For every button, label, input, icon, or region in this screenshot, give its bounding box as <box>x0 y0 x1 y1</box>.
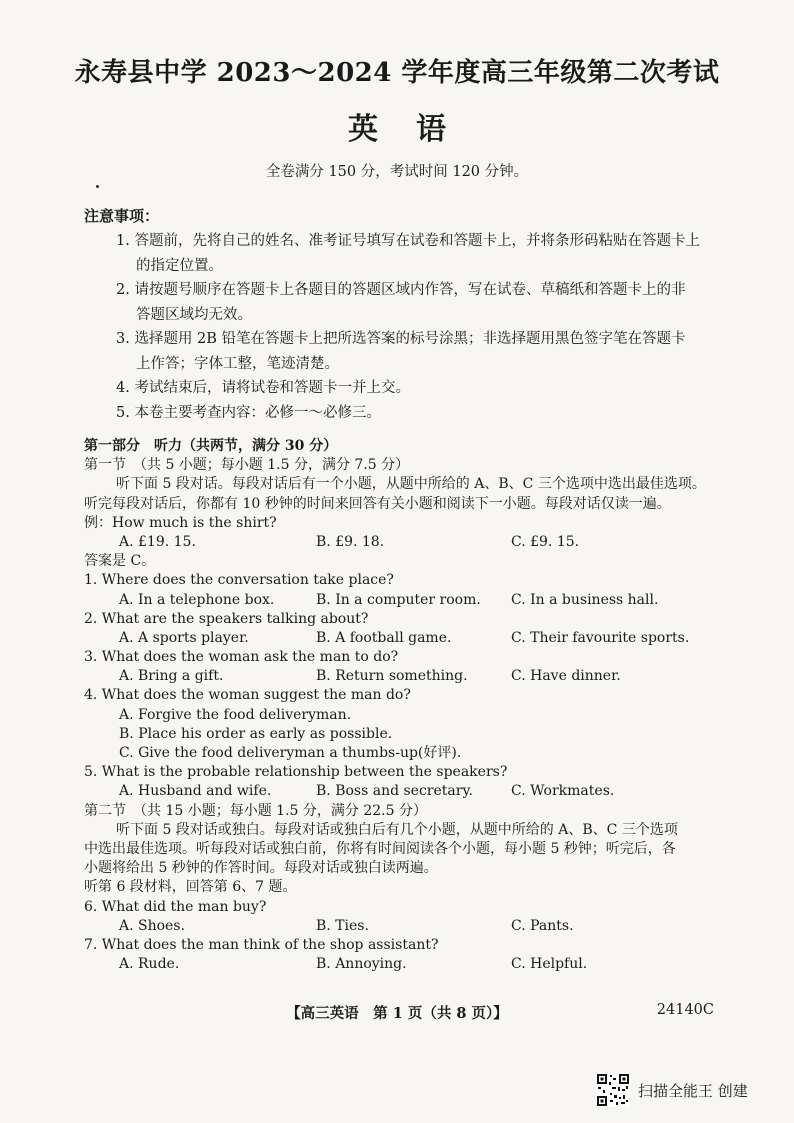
option-c: C. Their favourite sports. <box>511 629 690 646</box>
scanner-watermark <box>596 1073 748 1107</box>
notice-item <box>116 401 736 426</box>
notice-item <box>116 278 736 327</box>
question-options <box>84 782 724 801</box>
option-a: A. £19. 15. <box>119 533 196 550</box>
option-b: B. Annoying. <box>316 956 407 973</box>
notice-line: 1. 答题前，先将自己的姓名、准考证号填写在试卷和答题卡上，并将条形码粘贴在答题卡上 <box>116 233 700 249</box>
question-stem: 4. What does the woman suggest the man do? <box>84 687 411 704</box>
notice-line-cont: 上作答；字体工整，笔迹清楚。 <box>136 355 339 372</box>
option-a: A. A sports player. <box>119 629 249 646</box>
notice-item <box>116 229 736 278</box>
option-c: C. Give the food deliveryman a thumbs-up(好评). <box>119 745 462 761</box>
option-b: B. Boss and secretary. <box>316 783 473 800</box>
notice-item <box>116 327 736 376</box>
section2-instruction: 听下面 5 段对话或独白。每段对话或独白后有几个小题，从题中所给的 A、B、C 三个选项 <box>116 821 678 838</box>
section2-instruction: 小题将给出 5 秒钟的作答时间。每段对话或独白读两遍。 <box>84 860 438 877</box>
option-a: A. Shoes. <box>119 917 185 934</box>
question-options <box>84 591 724 610</box>
subject-title: 英语 <box>348 112 484 147</box>
score-time-line: 全卷满分 150 分，考试时间 120 分钟。 <box>265 164 529 180</box>
option-c: C. Helpful. <box>511 956 588 973</box>
option-c: C. Workmates. <box>511 783 615 800</box>
exam-title: 永寿县中学 2023～2024 学年度高三年级第二次考试 <box>74 58 720 88</box>
option-a: A. Rude. <box>119 956 180 973</box>
part1-heading: 第一部分 听力（共两节，满分 30 分） <box>84 438 338 454</box>
option-b: B. A football game. <box>316 629 452 646</box>
example-question: 例：How much is the shirt? <box>84 514 277 531</box>
scanner-label: 扫描全能王 创建 <box>638 1081 748 1100</box>
question-options <box>84 667 724 686</box>
option-b: B. £9. 18. <box>316 533 385 550</box>
question-body <box>84 437 724 974</box>
section1-instruction: 听完每段对话后，你都有 10 秒钟的时间来回答有关小题和阅读下一小题。每段对话仅读一遍。 <box>84 495 671 512</box>
option-b: B. In a computer room. <box>316 591 481 608</box>
section1-heading: 第一节 （共 5 小题；每小题 1.5 分，满分 7.5 分） <box>84 457 410 474</box>
section2-heading: 第二节 （共 15 小题；每小题 1.5 分，满分 22.5 分） <box>84 802 427 819</box>
notice-heading: 注意事项： <box>84 207 160 225</box>
notice-line-cont: 的指定位置。 <box>136 257 223 274</box>
question-stem: 7. What does the man think of the shop assistant? <box>84 936 439 953</box>
notice-item <box>116 376 736 401</box>
exam-code: 24140C <box>656 1002 714 1018</box>
question-stem: 5. What is the probable relationship between the speakers? <box>84 764 508 781</box>
notice-line: 5. 本卷主要考查内容：必修一～必修三。 <box>116 404 381 421</box>
question-stem: 2. What are the speakers talking about? <box>84 610 369 627</box>
stray-dot <box>96 185 99 188</box>
notice-line-cont: 答题区域均无效。 <box>136 306 252 323</box>
notice-list <box>116 229 736 425</box>
page-footer: 【高三英语 第 1 页（共 8 页）】 <box>286 1005 508 1022</box>
notice-line: 4. 考试结束后，请将试卷和答题卡一并上交。 <box>116 380 410 396</box>
option-a: A. Husband and wife. <box>119 783 272 800</box>
option-c: C. In a business hall. <box>511 591 659 608</box>
section2-instruction: 中选出最佳选项。听每段对话或独白前，你将有时间阅读各个小题，每小题 5 秒钟；听完后，各 <box>84 840 676 857</box>
question-options <box>84 955 724 974</box>
option-b: B. Ties. <box>316 917 369 934</box>
option-a: A. In a telephone box. <box>119 591 275 608</box>
option-c: C. Have dinner. <box>511 668 621 685</box>
section1-instruction: 听下面 5 段对话。每段对话后有一个小题，从题中所给的 A、B、C 三个选项中选出最佳选项。 <box>116 476 706 493</box>
question-options <box>84 917 724 936</box>
option-b: B. Place his order as early as possible. <box>119 725 393 742</box>
option-a: A. Forgive the food deliveryman. <box>119 706 352 723</box>
example-options <box>84 533 724 552</box>
option-a: A. Bring a gift. <box>119 668 224 685</box>
material-instruction: 听第 6 段材料，回答第 6、7 题。 <box>84 879 297 896</box>
question-stem: 6. What did the man buy? <box>84 898 267 915</box>
example-answer: 答案是 C。 <box>84 553 156 570</box>
notice-line: 3. 选择题用 2B 铅笔在答题卡上把所选答案的标号涂黑；非选择题用黑色签字笔在答题卡 <box>116 331 686 347</box>
option-c: C. Pants. <box>511 917 574 934</box>
question-options <box>84 629 724 648</box>
notice-line: 2. 请按题号顺序在答题卡上各题目的答题区域内作答，写在试卷、草稿纸和答题卡上的非 <box>116 282 686 298</box>
qr-code-icon <box>596 1073 630 1107</box>
question-stem: 3. What does the woman ask the man to do? <box>84 649 399 666</box>
option-b: B. Return something. <box>316 668 468 685</box>
option-c: C. £9. 15. <box>511 533 580 550</box>
question-stem: 1. Where does the conversation take place? <box>84 572 394 589</box>
